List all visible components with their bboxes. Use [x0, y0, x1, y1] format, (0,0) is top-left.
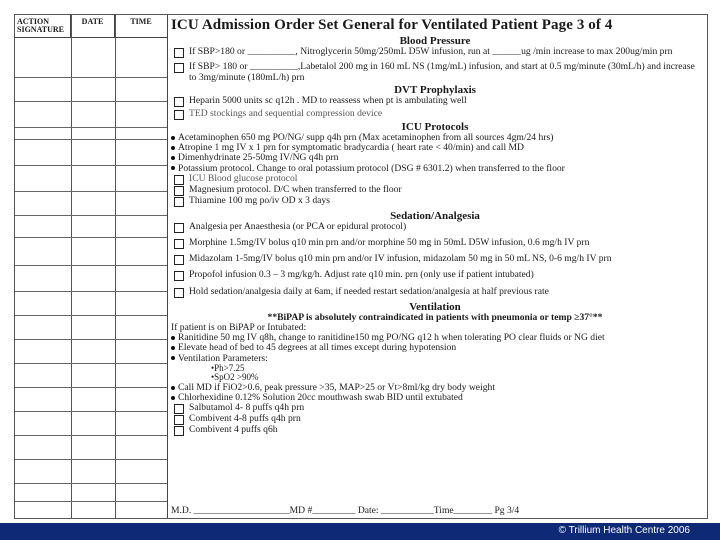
order-checkbox[interactable]	[174, 186, 184, 196]
column-divider	[115, 15, 116, 518]
order-text: Heparin 5000 units sc q12h . MD to reassess when pt is ambulating well	[189, 95, 467, 106]
order-text: Magnesium protocol. D/C when transferred to the floor	[189, 183, 402, 195]
order-text: Combivent 4-8 puffs q4h prn	[189, 413, 301, 425]
ventilation-bullet: Call MD if FiO2>0.6, peak pressure >35, MAP>25 or Vt>8ml/kg dry body weight	[171, 383, 699, 393]
order-checkbox[interactable]	[174, 48, 184, 58]
row-rule	[15, 165, 167, 166]
order-text: ICU Blood glucose protocol	[189, 172, 298, 184]
orders-area	[171, 17, 699, 436]
section-heading-sedation: Sedation/Analgesia	[390, 209, 480, 222]
ventilation-parameter: •SpO2 >90%	[211, 372, 259, 383]
order-form	[14, 14, 708, 519]
order-checkbox[interactable]	[174, 239, 184, 249]
page-title: ICU Admission Order Set General for Ventilated Patient Page 3 of 4	[171, 17, 613, 33]
bullet-icon	[171, 146, 175, 150]
row-rule	[15, 435, 167, 436]
protocol-bullet: Acetaminophen 650 mg PO/NG/ supp q4h prn (Max acetaminophen from all sources 4gm/24 hrs)	[171, 133, 699, 143]
row-rule	[15, 291, 167, 292]
order-checkbox[interactable]	[174, 288, 184, 298]
bullet-icon	[171, 136, 175, 140]
order-text: Thiamine 100 mg po/iv OD x 3 days	[189, 194, 330, 206]
ventilation-bullet: Elevate head of bed to 45 degrees at all times except during hypotension	[171, 343, 699, 353]
row-rule	[15, 101, 167, 102]
ventilation-bullet: Ranitidine 50 mg IV q8h, change to ranitidine150 mg PO/NG q12 h when tolerating PO clear fluids or NG diet	[171, 333, 699, 343]
row-rule	[15, 459, 167, 460]
bullet-icon	[171, 166, 175, 170]
row-rule	[15, 127, 167, 128]
order-item	[171, 96, 699, 107]
order-item	[171, 47, 699, 58]
column-divider	[71, 15, 72, 518]
row-rule	[15, 363, 167, 364]
row-rule	[15, 215, 167, 216]
protocol-bullet: Dimenhydrinate 25-50mg IV/NG q4h prn	[171, 153, 699, 163]
order-checkbox[interactable]	[174, 404, 184, 414]
copyright-text: © Trillium Health Centre 2006	[558, 525, 690, 536]
ventilation-warning: **BiPAP is absolutely contraindicated in patients with pneumonia or temp ≥37°**	[267, 311, 603, 323]
row-rule	[15, 265, 167, 266]
order-text: Hold sedation/analgesia daily at 6am, if needed restart sedation/analgesia at half previous rate	[189, 285, 549, 297]
order-item	[171, 287, 699, 298]
order-text: If SBP>180 or __________, Nitroglycerin 50mg/250mL D5W infusion, run at ______ug /min increase to max 200ug/min prn	[189, 46, 673, 57]
order-checkbox[interactable]	[174, 255, 184, 265]
order-item	[171, 62, 699, 83]
order-item	[171, 238, 699, 249]
order-item	[171, 254, 699, 265]
row-rule	[15, 77, 167, 78]
protocol-bullet: Atropine 1 mg IV x 1 prn for symptomatic bradycardia ( heart rate < 40/min) and call MD	[171, 143, 699, 153]
order-checkbox[interactable]	[174, 97, 184, 107]
signature-column-header	[15, 15, 167, 38]
order-checkbox[interactable]	[174, 197, 184, 207]
order-text: Midazolam 1-5mg/IV bolus q10 min prn and/or IV infusion, midazolam 50 mg in 50 mL NS, 0-6 mg/h IV prn	[189, 252, 612, 264]
row-rule	[15, 139, 167, 140]
section-heading-ventilation: Ventilation	[409, 300, 461, 313]
bullet-icon	[171, 156, 175, 160]
order-checkbox[interactable]	[174, 271, 184, 281]
section-heading-dvt: DVT Prophylaxis	[394, 84, 476, 96]
order-checkbox[interactable]	[174, 426, 184, 436]
action-signature-header: ACTION SIGNATURE	[15, 15, 71, 37]
bullet-icon	[171, 396, 175, 400]
order-text: Analgesia per Anaesthesia (or PCA or epidural protocol)	[189, 220, 407, 232]
bullet-icon	[171, 386, 175, 390]
order-checkbox[interactable]	[174, 110, 184, 120]
date-header: DATE	[71, 15, 115, 37]
order-text: Propofol infusion 0.3 – 3 mg/kg/h. Adjust rate q10 min. prn (only use if patient intubated)	[189, 268, 534, 280]
order-item	[171, 425, 699, 436]
order-text: If SBP> 180 or __________,Labetalol 200 mg in 160 mL NS (1mg/mL) infusion, and start at 0.5 mg/minute (30mL/h) and increase to 3mg/minute (180mL/h) prn	[189, 61, 695, 83]
signature-column	[15, 15, 168, 518]
signature-footer: M.D. ____________________MD #_________ Date: ___________Time________ Pg 3/4	[171, 505, 520, 516]
row-rule	[15, 315, 167, 316]
order-item	[171, 222, 699, 233]
copyright-bar	[0, 523, 720, 540]
ventilation-bullet: Chlorhexidine 0.12% Solution 20cc mouthwash swab BID until extubated	[171, 393, 699, 403]
ventilation-intro: If patient is on BiPAP or Intubated:	[171, 322, 307, 334]
ventilation-bullet: Ventilation Parameters:	[171, 354, 699, 364]
time-header: TIME	[130, 17, 152, 26]
bullet-icon	[171, 356, 175, 360]
ventilation-parameter: •Ph>7.25	[211, 362, 245, 373]
row-rule	[15, 191, 167, 192]
order-text: TED stockings and sequential compression device	[189, 108, 383, 119]
order-text: Salbutamol 4- 8 puffs q4h prn	[189, 402, 305, 414]
row-rule	[15, 387, 167, 388]
order-text: Combivent 4 puffs q6h	[189, 424, 278, 436]
row-rule	[15, 237, 167, 238]
bullet-icon	[171, 346, 175, 350]
order-checkbox[interactable]	[174, 63, 184, 73]
section-heading-icu-protocols: ICU Protocols	[401, 121, 469, 133]
row-rule	[15, 501, 167, 502]
order-item	[171, 270, 699, 281]
row-rule	[15, 483, 167, 484]
section-heading-blood-pressure: Blood Pressure	[399, 35, 471, 47]
order-checkbox[interactable]	[174, 415, 184, 425]
bullet-icon	[171, 336, 175, 340]
row-rule	[15, 411, 167, 412]
order-item	[171, 109, 699, 120]
protocol-bullet: Potassium protocol. Change to oral potassium protocol (DSG # 6301.2) when transferred to the floor	[171, 164, 699, 174]
order-checkbox[interactable]	[174, 175, 184, 185]
order-text: Morphine 1.5mg/IV bolus q10 min prn and/or morphine 50 mg in 50mL D5W infusion, 0.6 mg/h IV prn	[189, 236, 590, 248]
order-item	[171, 196, 699, 207]
order-checkbox[interactable]	[174, 223, 184, 233]
row-rule	[15, 339, 167, 340]
